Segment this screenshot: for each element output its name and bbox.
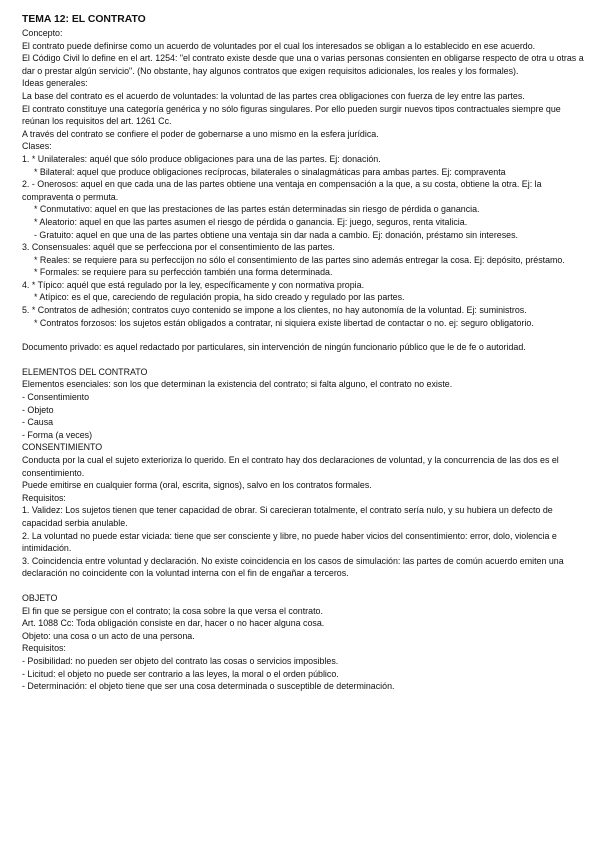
spacer bbox=[22, 580, 588, 592]
paragraph: Puede emitirse en cualquier forma (oral, escrita, signos), salvo en los contratos formales. bbox=[22, 480, 372, 491]
list-item: - Consentimiento bbox=[22, 392, 90, 403]
paragraph: A través del contrato se confiere el poder de gobernarse a uno mismo en la esfera jurídica. bbox=[22, 128, 379, 139]
document-page bbox=[22, 13, 588, 693]
class-item: * Bilateral: aquel que produce obligaciones recíprocas, bilaterales o sinalagmáticas para ambas partes. Ej: compraventa bbox=[34, 166, 506, 177]
paragraph: La base del contrato es el acuerdo de voluntades: la voluntad de las partes crea obligaciones con fuerza de ley entre las partes. bbox=[22, 90, 525, 101]
class-item: * Contratos forzosos: los sujetos están obligados a contratar, ni siquiera existe libertad de contactar o no. ej: seguro obligatorio. bbox=[34, 317, 534, 328]
class-item: 4. * Típico: aquél que está regulado por la ley, específicamente y con normativa propia. bbox=[22, 279, 365, 290]
list-item: - Objeto bbox=[22, 404, 54, 415]
requirement-item: - Posibilidad: no pueden ser objeto del contrato las cosas o servicios imposibles. bbox=[22, 655, 339, 666]
section-heading-concepto: Concepto: bbox=[22, 28, 63, 38]
requirement-item: - Determinación: el objeto tiene que ser una cosa determinada o susceptible de determinación. bbox=[22, 681, 395, 692]
document-title: TEMA 12: EL CONTRATO bbox=[22, 14, 146, 25]
class-item: - Gratuito: aquel en que una de las partes obtiene una ventaja sin dar nada a cambio. Ej: donación, préstamo sin intereses. bbox=[34, 229, 518, 240]
section-heading-consentimiento: CONSENTIMIENTO bbox=[22, 442, 103, 453]
list-item: - Causa bbox=[22, 417, 54, 428]
section-heading-objeto: OBJETO bbox=[22, 592, 58, 603]
paragraph: Art. 1088 Cc: Toda obligación consiste en dar, hacer o no hacer alguna cosa. bbox=[22, 618, 325, 629]
class-item: * Reales: se requiere para su perfeccijon no sólo el consentimiento de las partes sino además entregar la cosa. Ej: depósito, préstamo. bbox=[34, 254, 565, 265]
paragraph: El contrato constituye una categoría genérica y no sólo figuras singulares. Por ello pueden surgir nuevos tipos contractuales siempre que reúnan los requisitos del art. 1261 Cc. bbox=[22, 103, 561, 127]
requirement-item: 3. Coincidencia entre voluntad y declaración. No existe coincidencia en los casos de simulación: las partes de común acuerdo emiten una declaración no coincidente con la voluntad interna con el fin de engañar a terceros. bbox=[22, 555, 564, 579]
class-item: * Atípico: es el que, careciendo de regulación propia, ha sido creado y regulado por las partes. bbox=[34, 292, 405, 303]
section-heading-elementos: ELEMENTOS DEL CONTRATO bbox=[22, 366, 148, 377]
paragraph: Conducta por la cual el sujeto exterioriza lo querido. En el contrato hay dos declaraciones de voluntad, y la concurrencia de las dos es el consentimiento. bbox=[22, 455, 559, 478]
class-item: 5. * Contratos de adhesión; contratos cuyo contenido se impone a los clientes, no hay autonomía de la voluntad. Ej: suministros. bbox=[22, 305, 527, 316]
class-item: 3. Consensuales: aquél que se perfecciona por el consentimiento de las partes. bbox=[22, 242, 335, 253]
requirement-item: 1. Validez: Los sujetos tienen que tener capacidad de obrar. Si carecieran totalmente, el contrato sería nulo, y su hubiera un defecto de capacidad serbia anulable. bbox=[22, 505, 553, 528]
requirement-item: - Licitud: el objeto no puede ser contrario a las leyes, la moral o el orden público. bbox=[22, 668, 339, 679]
section-heading-ideas: Ideas generales: bbox=[22, 78, 88, 89]
list-item: - Forma (a veces) bbox=[22, 429, 93, 440]
subheading-requisitos: Requisitos: bbox=[22, 492, 66, 503]
class-item: 1. * Unilaterales: aquél que sólo produce obligaciones para una de las partes. Ej: donación. bbox=[22, 153, 381, 164]
requirement-item: 2. La voluntad no puede estar viciada: tiene que ser consciente y libre, no puede haber vicios del consentimiento: error, dolo, violencia e intimidación. bbox=[22, 530, 557, 554]
paragraph: Elementos esenciales: son los que determinan la existencia del contrato; si falta alguno, el contrato no existe. bbox=[22, 379, 453, 390]
subheading-requisitos: Requisitos: bbox=[22, 643, 66, 654]
paragraph: Objeto: una cosa o un acto de una persona. bbox=[22, 630, 195, 641]
paragraph: El fin que se persigue con el contrato; la cosa sobre la que versa el contrato. bbox=[22, 605, 323, 616]
class-item: * Aleatorio: aquel en que las partes asumen el riesgo de pérdida o ganancia. Ej: juego, seguros, renta vitalicia. bbox=[34, 216, 468, 227]
paragraph: El Código Civil lo define en el art. 1254: "el contrato existe desde que una o varias personas consienten en obligarse respecto de otra u otras a dar o prestar algún servicio". (No obstante, hay algunos contratos que exigen requisitos adicionales, los reales y los formales). bbox=[22, 53, 584, 76]
class-item: 2. - Onerosos: aquel en que cada una de las partes obtiene una ventaja en compensación a la que, a su costa, obtiene la otra. Ej: la compraventa o permuta. bbox=[22, 179, 542, 202]
class-item: * Conmutativo: aquel en que las prestaciones de las partes están determinadas sin riesgo de pérdida o ganancia. bbox=[34, 204, 480, 215]
paragraph: El contrato puede definirse como un acuerdo de voluntades por el cual los interesados se obligan a lo establecido en ese acuerdo. bbox=[22, 40, 536, 51]
spacer bbox=[22, 354, 588, 366]
section-heading-clases: Clases: bbox=[22, 141, 52, 152]
paragraph-documento-privado: Documento privado: es aquel redactado por particulares, sin intervención de ningún funcionario público que le de fe o autoridad. bbox=[22, 342, 526, 353]
class-item: * Formales: se requiere para su perfección también una forma determinada. bbox=[34, 267, 333, 278]
spacer bbox=[22, 329, 588, 341]
